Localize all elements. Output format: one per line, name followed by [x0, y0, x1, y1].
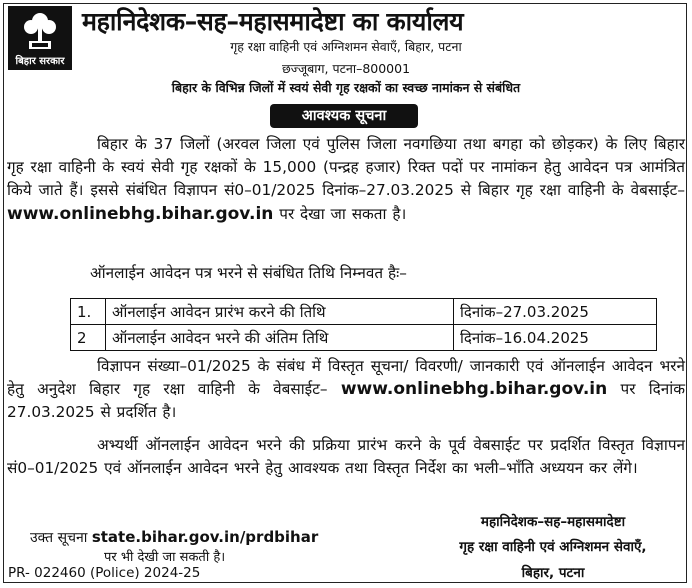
prd-website-link[interactable]: state.bihar.gov.in/prdbihar [91, 528, 319, 546]
table-row [71, 299, 657, 325]
signature-line-1: महानिदेशक–सह–महासमादेष्टा [480, 514, 626, 530]
dates-intro: ऑनलाईन आवेदन पत्र भरने से संबंधित तिथि निम्नवत हैः– [90, 264, 407, 282]
row-label: ऑनलाईन आवेदन प्रारंभ करने की तिथि [106, 299, 454, 325]
row-date: दिनांक–27.03.2025 [454, 299, 657, 325]
dates-table [70, 298, 657, 351]
footer-info-line2: पर भी देखी जा सकती है। [104, 550, 226, 565]
notice-subject: बिहार के विभिन्न जिलों में स्वयं सेवी गृह रक्षकों का स्वच्छ नामांकन से संबंधित [171, 80, 521, 95]
website-link-2[interactable]: www.onlinebhg.bihar.gov.in [340, 379, 608, 400]
paragraph-3-text: अभ्यर्थी ऑनलाईन आवेदन भरने की प्रक्रिया प्रारंभ करने के पूर्व वेबसाईट पर प्रदर्शित विस्तृत विज्ञापन सं0–01/2025 एवं ऑनलाईन आवेदन भरने हेतु आवश्यक तथा विस्तृत निर्देश का भली–भाँति अध्ययन कर लेंगे। [7, 436, 685, 478]
footer-info [30, 528, 318, 547]
office-title: महानिदेशक–सह–महासमादेष्टा का कार्यालय [82, 7, 464, 36]
paragraph-1 [7, 133, 685, 226]
department-name: गृह रक्षा वाहिनी एवं अग्निशमन सेवाएँ, बिहार, पटना [230, 39, 462, 54]
paragraph-1-text: बिहार के 37 जिलों (अरवल जिला एवं पुलिस जिला नवगछिया तथा बगहा को छोड़कर) के लिए बिहार गृह रक्षा वाहिनी के स्वयं सेवी गृह रक्षकों के 15,000 (पन्द्रह हजार) रिक्त पदों पर नामांकन हेतु आवेदन पत्र आमंत्रित किये जाते हैं। इससे संबंधित विज्ञापन सं0–01/2025 दिनांक–27.03.2025 से बिहार गृह रक्षा वाहिनी के वेबसाईट– [7, 135, 685, 200]
notice-label: आवश्यक सूचना [270, 104, 418, 128]
pr-number: PR- 022460 (Police) 2024-25 [8, 565, 201, 581]
signature-line-3: बिहार, पटना [521, 565, 585, 581]
signature-line-2: गृह रक्षा वाहिनी एवं अग्निशमन सेवाएँ, [459, 539, 647, 555]
table-row [71, 325, 657, 351]
website-link-1[interactable]: www.onlinebhg.bihar.gov.in [7, 203, 274, 224]
paragraph-3 [7, 434, 685, 480]
paragraph-2-text: विज्ञापन संख्या–01/2025 के संबंध में विस्तृत सूचना/ विवरणी/ जानकारी एवं ऑनलाईन आवेदन भरने हेतु अनुदेश बिहार गृह रक्षा वाहिनी के वेबसाईट– [7, 357, 685, 399]
office-address: छज्जूबाग, पटना–800001 [281, 61, 411, 76]
row-number: 1. [71, 299, 106, 325]
footer-prefix: उक्त सूचना [30, 530, 88, 546]
paragraph-1-tail: पर देखा जा सकता है। [279, 204, 407, 223]
paragraph-2 [7, 355, 685, 425]
row-label: ऑनलाईन आवेदन भरने की अंतिम तिथि [106, 325, 454, 351]
emblem-caption: बिहार सरकार [15, 56, 65, 67]
paragraph-2-tail: पर दिनांक 27.03.2025 से प्रदर्शित है। [7, 380, 685, 422]
row-number: 2 [71, 325, 106, 351]
row-date: दिनांक–16.04.2025 [454, 325, 657, 351]
